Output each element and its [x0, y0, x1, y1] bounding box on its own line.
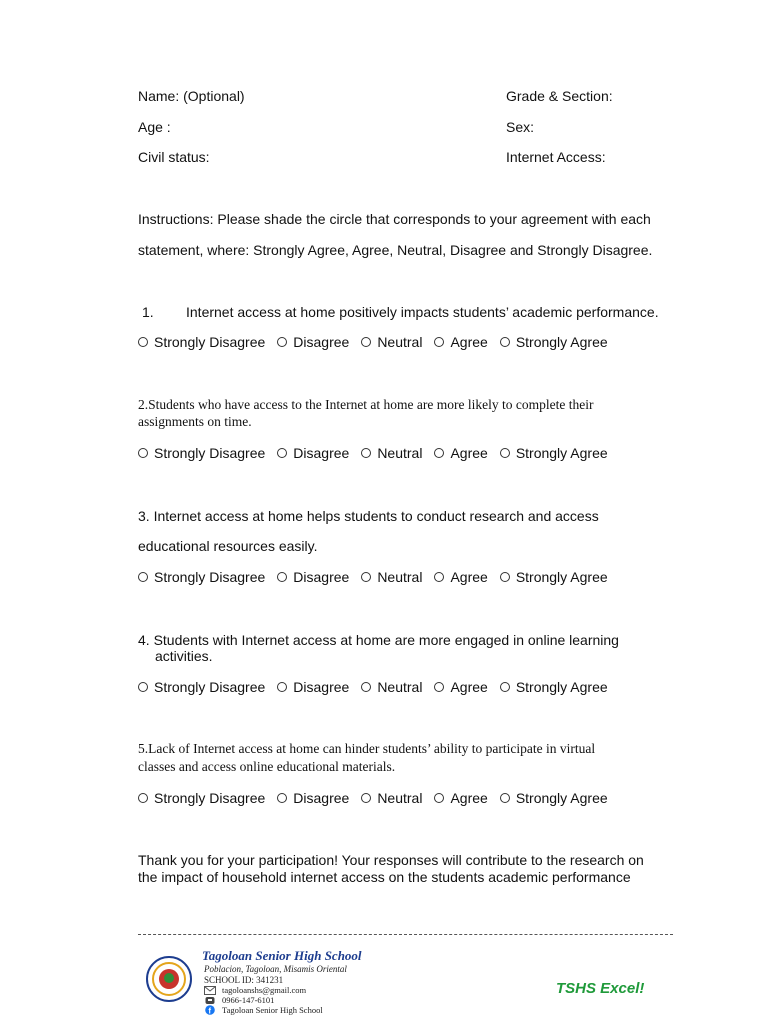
option-label: Neutral [377, 679, 423, 695]
option-label: Disagree [293, 679, 350, 695]
radio-circle-icon[interactable] [434, 682, 444, 692]
q5-option-strongly-disagree[interactable] [138, 790, 265, 806]
q1-option-strongly-disagree[interactable] [138, 334, 265, 350]
question-5-options [138, 790, 620, 806]
q2-option-agree[interactable] [434, 445, 487, 461]
question-1-text: Internet access at home positively impacts students’ academic performance. [186, 304, 659, 320]
instructions-line-2: statement, where: Strongly Agree, Agree, Neutral, Disagree and Strongly Disagree. [138, 242, 653, 258]
q1-option-strongly-agree[interactable] [500, 334, 608, 350]
question-5-line-2: classes and access online educational materials. [138, 759, 396, 774]
option-label: Strongly Agree [515, 790, 608, 806]
internet-access-label: Internet Access: [506, 149, 606, 165]
grade-section-label: Grade & Section: [506, 88, 613, 104]
facebook-row [204, 1005, 323, 1015]
question-4-line-1: 4. Students with Internet access at home are more engaged in online learning [138, 632, 619, 648]
radio-circle-icon[interactable] [500, 682, 510, 692]
q1-option-agree[interactable] [434, 334, 487, 350]
option-label: Strongly Agree [515, 445, 608, 461]
option-label: Disagree [293, 445, 350, 461]
name-label: Name: (Optional) [138, 88, 245, 104]
civil-status-label: Civil status: [138, 149, 210, 165]
option-label: Strongly Disagree [154, 569, 266, 585]
q4-option-strongly-agree[interactable] [500, 679, 608, 695]
school-motto: TSHS Excel! [556, 980, 645, 997]
radio-circle-icon[interactable] [277, 337, 287, 347]
q4-option-disagree[interactable] [277, 679, 349, 695]
q3-option-agree[interactable] [434, 569, 487, 585]
q3-option-strongly-agree[interactable] [500, 569, 608, 585]
option-label: Neutral [377, 569, 423, 585]
option-label: Neutral [377, 445, 423, 461]
question-3-line-1: 3. Internet access at home helps students to conduct research and access [138, 508, 599, 524]
school-address: Poblacion, Tagoloan, Misamis Oriental [204, 964, 347, 974]
q1-option-neutral[interactable] [361, 334, 422, 350]
sex-label: Sex: [506, 119, 535, 135]
radio-circle-icon[interactable] [361, 682, 371, 692]
radio-circle-icon[interactable] [361, 793, 371, 803]
option-label: Strongly Disagree [154, 679, 266, 695]
radio-circle-icon[interactable] [361, 337, 371, 347]
school-email: tagoloanshs@gmail.com [222, 985, 307, 995]
option-label: Disagree [293, 569, 350, 585]
svg-text:f: f [208, 1006, 212, 1015]
thanks-line-1: Thank you for your participation! Your responses will contribute to the research on [138, 852, 644, 868]
radio-circle-icon[interactable] [277, 448, 287, 458]
question-3-options [138, 569, 620, 585]
radio-circle-icon[interactable] [277, 572, 287, 582]
q1-option-disagree[interactable] [277, 334, 349, 350]
thanks-line-2: the impact of household internet access on the students academic performance [138, 869, 631, 885]
email-icon [204, 986, 216, 995]
q2-option-disagree[interactable] [277, 445, 349, 461]
option-label: Agree [450, 445, 488, 461]
radio-circle-icon[interactable] [500, 572, 510, 582]
q2-option-strongly-disagree[interactable] [138, 445, 265, 461]
radio-circle-icon[interactable] [277, 793, 287, 803]
radio-circle-icon[interactable] [138, 448, 148, 458]
q4-option-neutral[interactable] [361, 679, 422, 695]
school-seal-icon [146, 956, 192, 1002]
question-1-options [138, 334, 620, 350]
question-2-options [138, 445, 620, 461]
radio-circle-icon[interactable] [434, 572, 444, 582]
q4-option-agree[interactable] [434, 679, 487, 695]
option-label: Neutral [377, 790, 423, 806]
school-letterhead [140, 948, 370, 1018]
radio-circle-icon[interactable] [138, 572, 148, 582]
radio-circle-icon[interactable] [434, 793, 444, 803]
radio-circle-icon[interactable] [500, 448, 510, 458]
radio-circle-icon[interactable] [138, 682, 148, 692]
footer-divider [138, 934, 673, 935]
q3-option-strongly-disagree[interactable] [138, 569, 265, 585]
question-5-line-1: 5.Lack of Internet access at home can hinder students’ ability to participate in virtual [138, 741, 596, 756]
radio-circle-icon[interactable] [434, 448, 444, 458]
q4-option-strongly-disagree[interactable] [138, 679, 265, 695]
q3-option-disagree[interactable] [277, 569, 349, 585]
phone-row [204, 995, 274, 1005]
option-label: Agree [450, 679, 488, 695]
q5-option-strongly-agree[interactable] [500, 790, 608, 806]
option-label: Disagree [293, 790, 350, 806]
radio-circle-icon[interactable] [500, 793, 510, 803]
radio-circle-icon[interactable] [138, 337, 148, 347]
option-label: Strongly Agree [515, 679, 608, 695]
phone-icon [204, 996, 216, 1005]
option-label: Disagree [293, 334, 350, 350]
school-phone: 0966-147-6101 [222, 995, 275, 1005]
q2-option-strongly-agree[interactable] [500, 445, 608, 461]
age-label: Age : [138, 119, 171, 135]
q5-option-neutral[interactable] [361, 790, 422, 806]
radio-circle-icon[interactable] [434, 337, 444, 347]
option-label: Strongly Disagree [154, 334, 266, 350]
radio-circle-icon[interactable] [361, 448, 371, 458]
q2-option-neutral[interactable] [361, 445, 422, 461]
option-label: Agree [450, 569, 488, 585]
option-label: Agree [450, 334, 488, 350]
option-label: Neutral [377, 334, 423, 350]
school-facebook: Tagoloan Senior High School [222, 1005, 323, 1015]
q3-option-neutral[interactable] [361, 569, 422, 585]
radio-circle-icon[interactable] [277, 682, 287, 692]
option-label: Strongly Disagree [154, 445, 266, 461]
question-4-line-2: activities. [155, 648, 213, 664]
q5-option-agree[interactable] [434, 790, 487, 806]
radio-circle-icon[interactable] [361, 572, 371, 582]
radio-circle-icon[interactable] [500, 337, 510, 347]
radio-circle-icon[interactable] [138, 793, 148, 803]
school-id: SCHOOL ID: 341231 [204, 975, 284, 985]
question-4-options [138, 679, 620, 695]
question-2-line-1: 2.Students who have access to the Internet at home are more likely to complete their [138, 397, 594, 412]
question-2-line-2: assignments on time. [138, 414, 252, 429]
q5-option-disagree[interactable] [277, 790, 349, 806]
question-1-number: 1. [142, 304, 154, 320]
email-row [204, 985, 306, 995]
option-label: Agree [450, 790, 488, 806]
option-label: Strongly Agree [515, 334, 608, 350]
facebook-icon [204, 1006, 216, 1015]
question-3-line-2: educational resources easily. [138, 538, 318, 554]
option-label: Strongly Agree [515, 569, 608, 585]
school-name: Tagoloan Senior High School [202, 948, 362, 963]
option-label: Strongly Disagree [154, 790, 266, 806]
instructions-line-1: Instructions: Please shade the circle that corresponds to your agreement with each [138, 211, 651, 227]
